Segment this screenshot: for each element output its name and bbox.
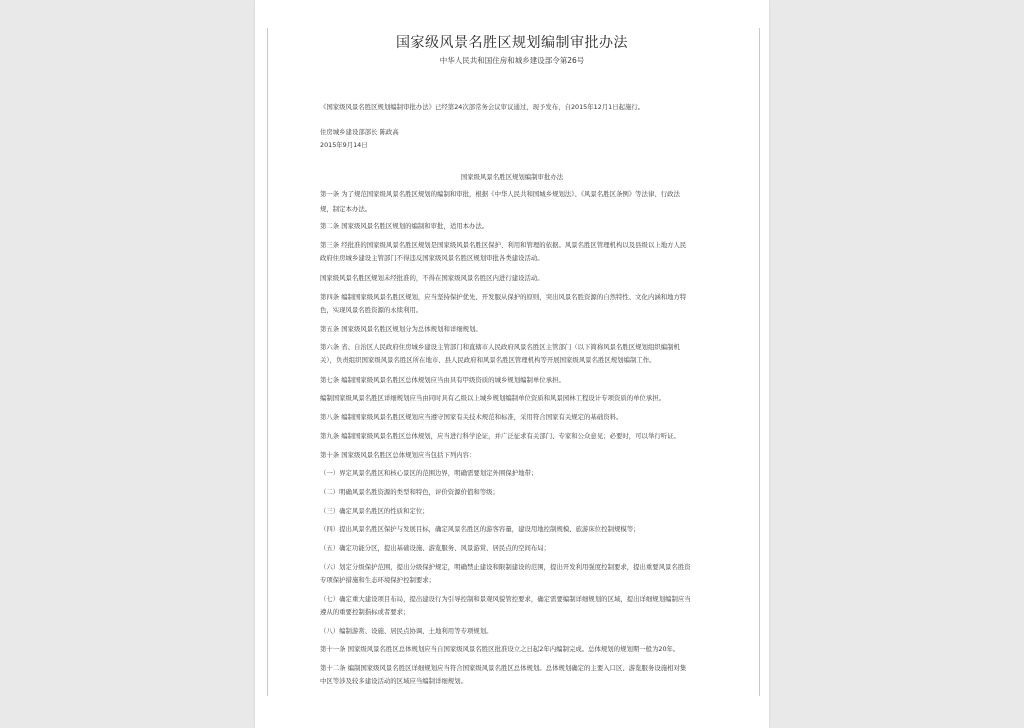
text-line: 中区等涉及较多建设活动的区域应当编制详细规划。 [320, 677, 467, 685]
text-line: 第七条 编制国家级风景名胜区总体规划应当由具有甲级资质的城乡规划编制单位承担。 [320, 376, 565, 384]
text-line: 关），负责组织国家级风景名胜区所在地市、县人民政府和风景名胜区管理机构等开展国家级风景名胜区规划编制工作。 [320, 356, 656, 364]
text-line: （六）划定分级保护范围，提出分级保护规定，明确禁止建设和限制建设的范围，提出开发利用强度控制要求，提出重要风景名胜资 [320, 563, 691, 571]
text-line: 第五条 国家级风景名胜区规划分为总体规划和详细规划。 [320, 325, 482, 333]
text-line: 第十一条 国家级风景名胜区总体规划应当自国家级风景名胜区批准设立之日起2年内编制完成。总体规划的规划期一般为20年。 [320, 645, 680, 653]
page-border-left [267, 28, 268, 696]
text-line: 色，实现风景名胜资源的永续利用。 [320, 306, 423, 314]
text-line: （七）确定重大建设项目布局，提出建设行为引导控制和景观风貌管控要求，确定需要编制详细规划的区域，提出详细规划编制应当 [320, 595, 691, 603]
text-line: （八）编制游赏、设施、居民点协调、土地利用等专项规划。 [320, 627, 493, 635]
date-line: 2015年9月14日 [320, 141, 368, 149]
intro-paragraph: 《国家级风景名胜区规划编制审批办法》已经第24次部常务会议审议通过，现予发布，自2015年12月1日起施行。 [320, 103, 645, 111]
text-line: 遵从的重要控制指标或者要求； [320, 608, 410, 616]
signer-line: 住房城乡建设部部长 陈政高 [320, 128, 399, 136]
text-line: （四）提出风景名胜区保护与发展目标，确定风景名胜区的游客容量，建设用地控制规模、旅游床位控制规模等； [320, 525, 640, 533]
text-line: 第四条 编制国家级风景名胜区规划，应当坚持保护优先、开发服从保护的原则，突出风景名胜资源的自然特性、文化内涵和地方特 [320, 293, 687, 301]
text-line: （二）明确风景名胜资源的类型和特色，评价资源价值和等级； [320, 488, 499, 496]
text-line: 第六条 省、自治区人民政府住房城乡建设主管部门和直辖市人民政府风景名胜区主管部门（以下简称风景名胜区规划组织编制机 [320, 343, 680, 351]
document-subtitle: 中华人民共和国住房和城乡建设部令第26号 [439, 56, 585, 65]
text-line: （五）确定功能分区，提出基础设施、游览服务、风景游赏、居民点的空间布局； [320, 544, 551, 552]
text-line: 第八条 编制国家级风景名胜区规划应当遵守国家有关技术规范和标准，采用符合国家有关规定的基础资料。 [320, 413, 623, 421]
text-line: 专项保护措施和生态环境保护控制要求； [320, 576, 436, 584]
text-line: （一）界定风景名胜区和核心景区的范围边界，明确需要划定外围保护地带； [320, 469, 538, 477]
document-page [255, 0, 769, 728]
document-title: 国家级风景名胜区规划编制审批办法 [396, 35, 628, 51]
text-line: 第二条 国家级风景名胜区规划的编制和审批，适用本办法。 [320, 222, 489, 230]
section-title: 国家级风景名胜区规划编制审批办法 [460, 173, 564, 181]
text-line: 第三条 经批准的国家级风景名胜区规划是国家级风景名胜区保护、利用和管理的依据。风景名胜区管理机构以及县级以上地方人民 [320, 241, 687, 249]
text-line: 政府住房城乡建设主管部门不得违反国家级风景名胜区规划审批各类建设活动。 [320, 254, 544, 262]
text-line: 规，制定本办法。 [320, 205, 372, 213]
text-line: 第九条 编制国家级风景名胜区总体规划，应当进行科学论证，并广泛征求有关部门、专家和公众意见；必要时，可以举行听证。 [320, 432, 680, 440]
page-border-right [759, 28, 760, 696]
text-line: 第十二条 编制国家级风景名胜区详细规划应当符合国家级风景名胜区总体规划。总体规划确定的主要入口区、游览服务设施相对集 [320, 664, 687, 672]
text-line: （三）确定风景名胜区的性质和定位； [320, 507, 429, 515]
text-line: 编制国家级风景名胜区详细规划应当由同时具有乙级以上城乡规划编制单位资质和风景园林工程设计专项资质的单位承担。 [320, 394, 666, 402]
text-line: 第十条 国家级风景名胜区总体规划应当包括下列内容： [320, 451, 476, 459]
text-line: 国家级风景名胜区规划未经批准的，不得在国家级风景名胜区内进行建设活动。 [320, 274, 544, 282]
text-line: 第一条 为了规范国家级风景名胜区规划的编制和审批，根据《中华人民共和国城乡规划法》、《风景名胜区条例》等法律、行政法 [320, 190, 680, 198]
